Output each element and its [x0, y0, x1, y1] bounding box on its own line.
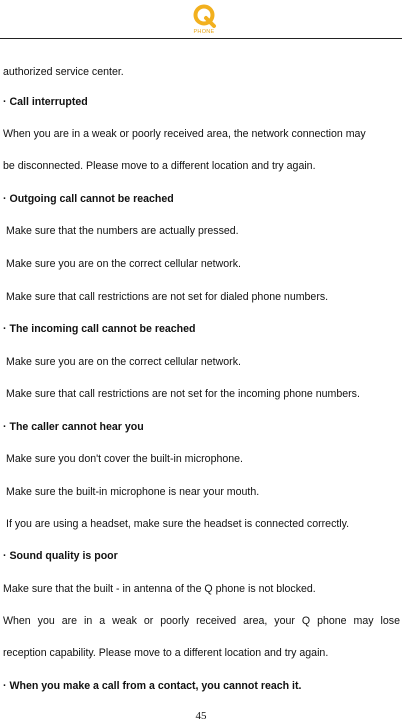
- text-line: Make sure that the numbers are actually pressed.: [6, 225, 239, 237]
- header-rule: [0, 38, 402, 39]
- text-line: Make sure that the built - in antenna of the Q phone is not blocked.: [3, 583, 316, 595]
- section-heading-outgoing: · Outgoing call cannot be reached: [3, 193, 174, 205]
- section-heading-call-interrupted: · Call interrupted: [3, 96, 88, 108]
- text-line: be disconnected. Please move to a different location and try again.: [3, 160, 316, 172]
- text-line: Make sure you are on the correct cellular network.: [6, 356, 241, 368]
- logo-text: PHONE: [193, 29, 215, 35]
- page-header: [0, 0, 402, 40]
- text-line: Make sure you don't cover the built-in microphone.: [6, 453, 243, 465]
- section-heading-contact: · When you make a call from a contact, you cannot reach it.: [3, 680, 302, 692]
- section-heading-sound: · Sound quality is poor: [3, 550, 118, 562]
- section-heading-incoming: · The incoming call cannot be reached: [3, 323, 196, 335]
- text-line: If you are using a headset, make sure the headset is connected correctly.: [6, 518, 350, 530]
- q-phone-logo: [189, 3, 219, 35]
- text-line: Make sure you are on the correct cellular network.: [6, 258, 241, 270]
- text-line: Make sure that call restrictions are not set for dialed phone numbers.: [6, 291, 329, 303]
- text-line: Make sure the built-in microphone is near your mouth.: [6, 486, 260, 498]
- text-line: Make sure that call restrictions are not set for the incoming phone numbers.: [6, 388, 360, 400]
- section-heading-caller: · The caller cannot hear you: [3, 421, 144, 433]
- q-logo-icon: [189, 3, 219, 29]
- page-number: 45: [195, 710, 207, 722]
- text-line: When you are in a weak or poorly received area, the network connection may: [3, 128, 366, 140]
- text-line: authorized service center.: [3, 66, 124, 78]
- text-line: When you are in a weak or poorly received area, your Q phone may lose: [3, 615, 400, 627]
- text-line: reception capability. Please move to a different location and try again.: [3, 647, 329, 659]
